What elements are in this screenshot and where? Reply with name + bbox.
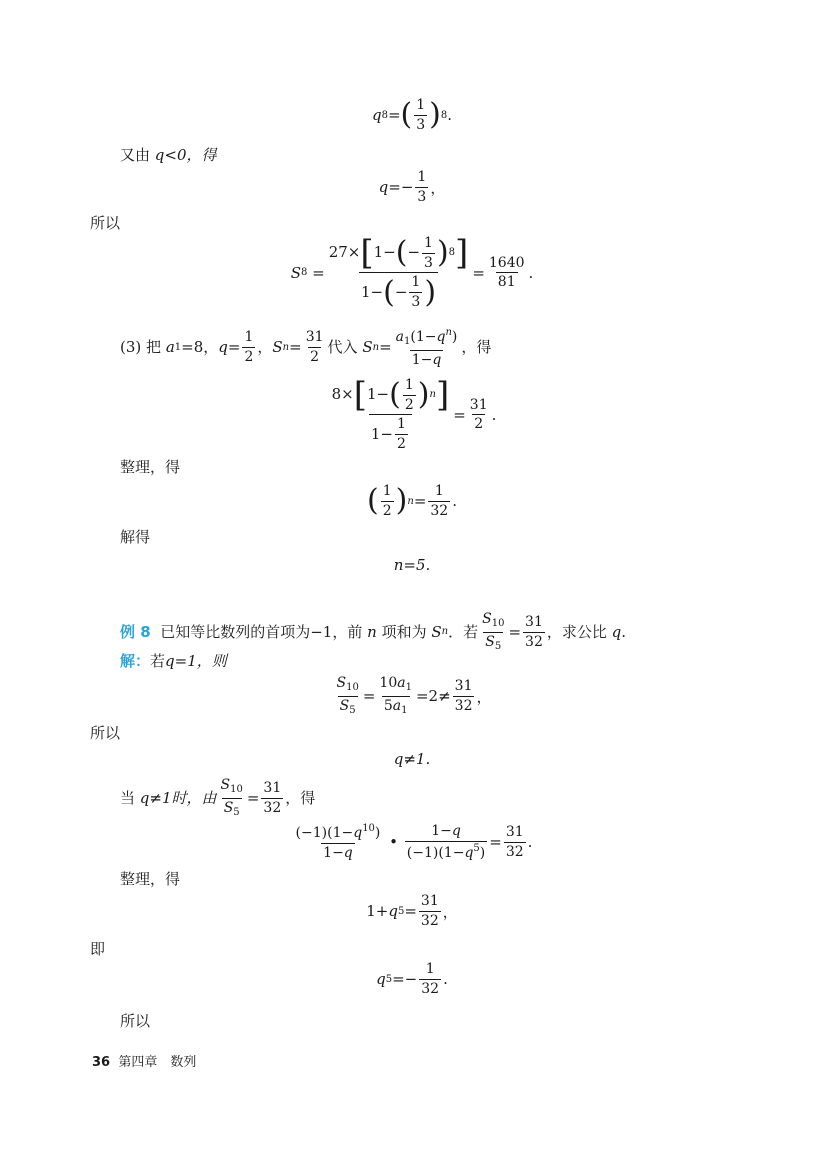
equation-ratio-q1: $\frac{S_{10}}{S_5}$ = $\frac{10a_1}{5a_1}$ =2≠ $\frac{31}{32}$ ， [336, 675, 492, 716]
solution-start: 解：若q=1，则 [120, 652, 227, 670]
text-suoyi-2: 所以 [90, 724, 121, 742]
text-suoyi: 所以 [90, 214, 121, 232]
equation-1-plus-q5: 1+ q 5 = $\frac{31}{32}$ ， [366, 893, 458, 929]
example-8: 例 8 已知等比数列的首项为−1，前 n 项和为 S n ．若 $\frac{S_{10}}{S_5}$ = $\frac{31}{32}$ ，求公比 q . [120, 611, 627, 652]
text-line: 又由 q<0，得 [120, 146, 217, 164]
page-footer [92, 1056, 196, 1069]
text-p3: (3) 把 a 1 =8， q = $\frac{1}{2}$ ， S n = $\frac{31}{2}$ 代入 S n = $\frac{a_1(1-q^n)}{1-q}$ ，得 [120, 327, 492, 368]
text-ji: 即 [90, 940, 106, 958]
equation-q8: q 8 = ( $\frac{1}{3}$ ) 8 . [371, 97, 453, 133]
page-number: 36 [92, 1055, 111, 1070]
text-dang: 当 q≠1时，由 $\frac{S_{10}}{S_5}$ = $\frac{31}{32}$ ，得 [120, 777, 316, 818]
equation-q-ne-1: q≠1. [393, 750, 431, 768]
chapter-title: 第四章 数列 [118, 1055, 197, 1070]
text-suoyi-3: 所以 [120, 1012, 151, 1030]
text-zhengli-1: 整理，得 [120, 458, 181, 476]
text-zhengli-2: 整理，得 [120, 870, 181, 888]
text-jiede: 解得 [120, 528, 151, 546]
equation-half-n: ( $\frac{1}{2}$ ) n = $\frac{1}{32}$ . [367, 483, 457, 519]
equation-q5: q 5 =− $\frac{1}{32}$ . [376, 961, 448, 997]
equation-n5: n=5. [393, 556, 431, 574]
equation-product: $\frac{(-1)(1-q^{10})}{1-q}$ • $\frac{1-q}{(-1)(1-q^5)}$ = $\frac{31}{32}$ . [295, 823, 533, 861]
equation-p3: 8× [ 1− ( $\frac{1}{2}$ ) n ] 1− $\frac{1}{2}$ = $\frac{31}{2}$ . [331, 375, 497, 453]
equation-q: q =− $\frac{1}{3}$ ， [378, 169, 446, 205]
equation-s8: S 8 = 27× [ 1− ( − $\frac{1}{3}$ ) 8 ] 1− ( − $\frac{1}{3}$ ) = $\frac{1640}{81}$ . [290, 233, 534, 311]
